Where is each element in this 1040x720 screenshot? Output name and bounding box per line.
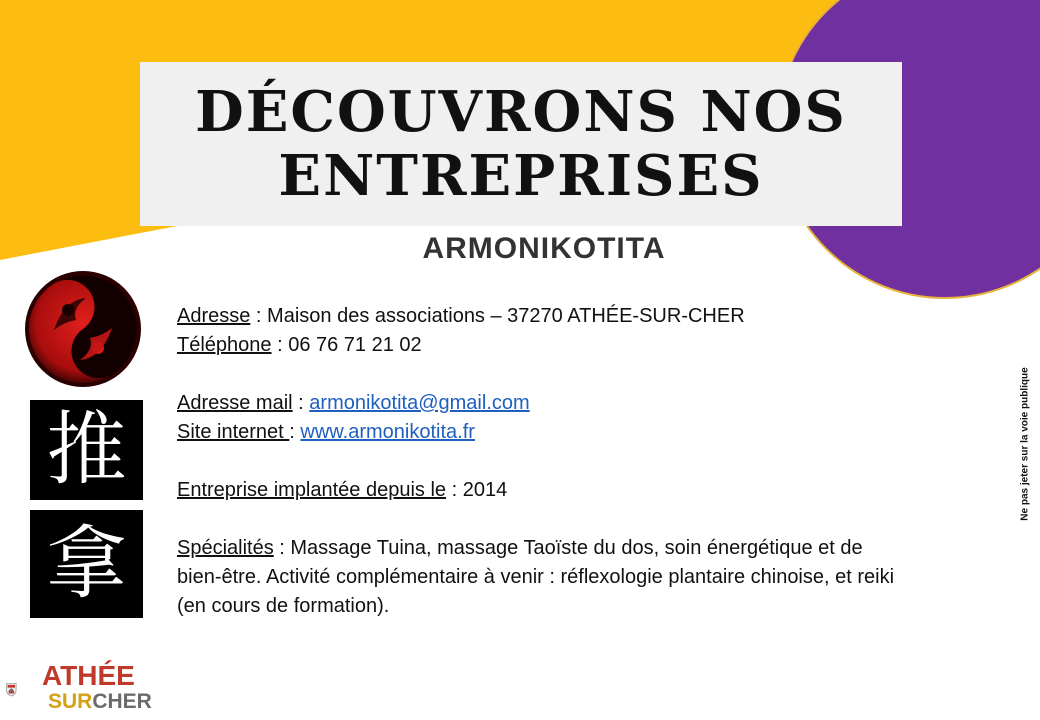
specialties-value: : Massage Tuina, massage Taoïste du dos, soin énergétique et de bien-être. Activité complémentaire à venir : réflexologie plantaire chinoise, et reiki (en cours de formation). [177,537,895,617]
email-separator: : [292,392,310,414]
kanji-na-image: 拿 [30,510,143,618]
specialties-line [177,534,897,621]
kanji-tui-image: 推 [30,400,143,500]
athee-coat-of-arms-icon [6,666,46,714]
dragon-yin-yang-icon [24,270,142,388]
title-box [140,62,902,226]
company-name: ARMONIKOTITA [422,232,666,265]
spacer [177,505,897,534]
company-info [177,302,897,621]
since-line [177,476,897,505]
website-label: Site internet [177,421,290,443]
logo-text-sur: SUR [48,690,93,713]
email-link[interactable]: armonikotita@gmail.com [309,392,530,414]
specialties-label: Spécialités [177,537,274,559]
address-label: Adresse [177,305,251,327]
spacer [177,360,897,389]
website-line [177,418,897,447]
phone-line [177,331,897,360]
phone-value: : 06 76 71 21 02 [271,334,422,356]
page-title: DÉCOUVRONS NOS ENTREPRISES [195,79,847,209]
logo-text-surcher [48,690,152,714]
side-note [1010,352,1040,536]
website-link[interactable]: www.armonikotita.fr [300,421,475,443]
address-value: : Maison des associations – 37270 ATHÉE-SUR-CHER [250,305,745,327]
since-value: : 2014 [446,479,508,501]
address-line [177,302,897,331]
email-line [177,389,897,418]
email-label: Adresse mail [177,392,293,414]
website-separator: : [289,421,301,443]
logo-text-cher: CHER [92,690,152,713]
logo-text-athee: ATHÉE [42,660,135,691]
since-label: Entreprise implantée depuis le [177,479,447,501]
phone-label: Téléphone [177,334,272,356]
spacer [177,447,897,476]
side-note-text: Ne pas jeter sur la voie publique [1019,367,1031,521]
